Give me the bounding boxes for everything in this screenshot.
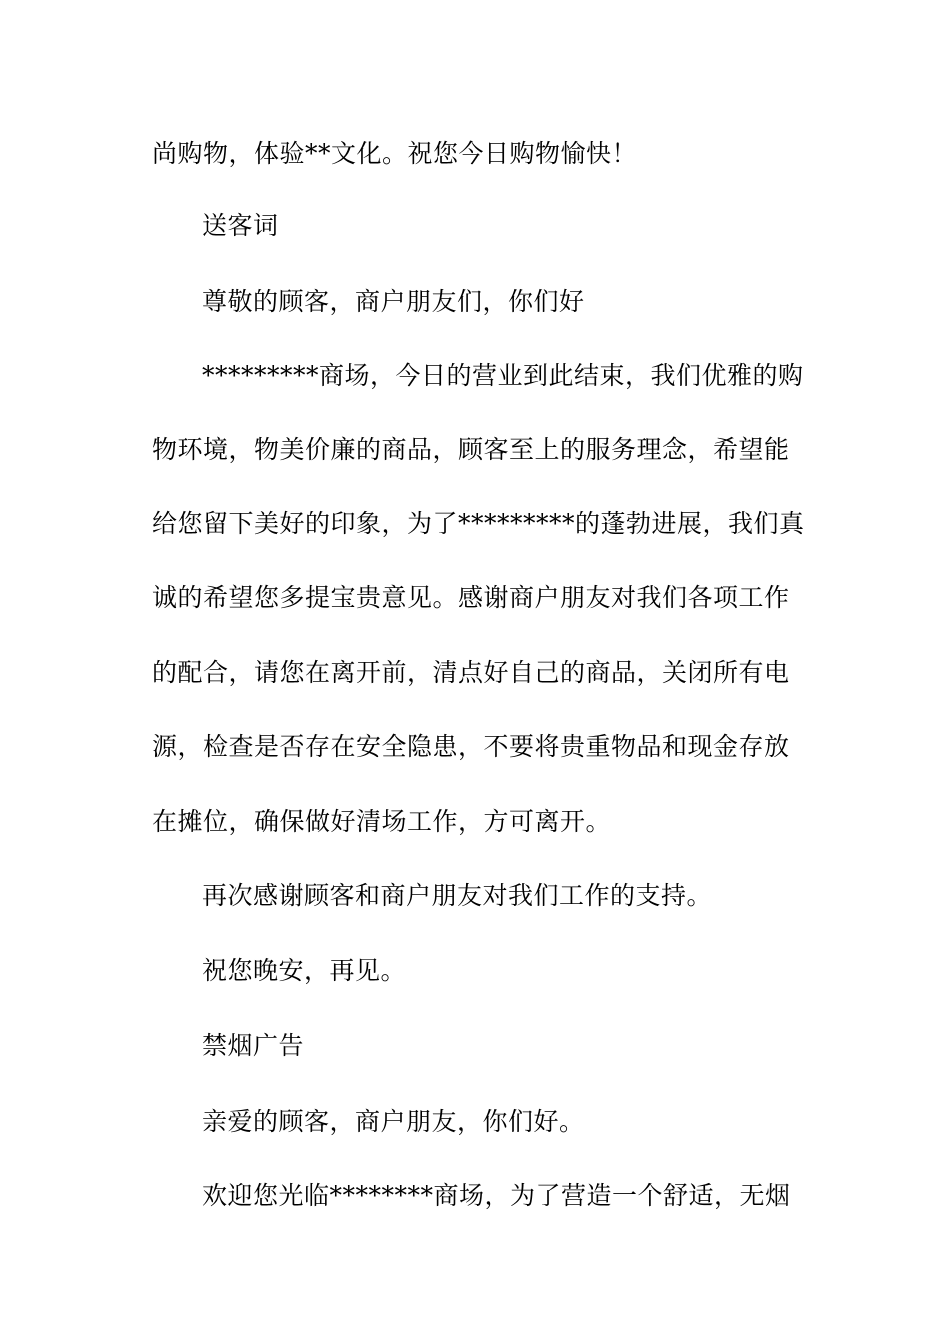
text-line-14: 亲爱的顾客，商户朋友，你们好。 <box>202 1107 585 1136</box>
text-line-6: 给您留下美好的印象，为了*********的蓬勃进展，我们真 <box>152 509 805 538</box>
text-line-1: 尚购物，体验**文化。祝您今日购物愉快！ <box>152 139 638 168</box>
text-line-4: *********商场，今日的营业到此结束，我们优雅的购 <box>202 361 804 390</box>
text-line-10: 在摊位，确保做好清场工作，方可离开。 <box>152 807 612 836</box>
text-line-5: 物环境，物美价廉的商品，顾客至上的服务理念，希望能 <box>152 435 790 464</box>
text-line-9: 源，检查是否存在安全隐患，不要将贵重物品和现金存放 <box>152 732 790 761</box>
section-heading-no-smoking: 禁烟广告 <box>202 1031 305 1060</box>
text-line-greeting: 尊敬的顾客，商户朋友们，你们好 <box>202 287 585 316</box>
text-line-8: 的配合，请您在离开前，清点好自己的商品，关闭所有电 <box>152 658 790 687</box>
text-line-15: 欢迎您光临********商场，为了营造一个舒适，无烟 <box>202 1181 791 1210</box>
section-heading-farewell: 送客词 <box>202 211 279 240</box>
text-line-12: 祝您晚安，再见。 <box>202 956 407 985</box>
text-line-7: 诚的希望您多提宝贵意见。感谢商户朋友对我们各项工作 <box>152 583 790 612</box>
text-line-11: 再次感谢顾客和商户朋友对我们工作的支持。 <box>202 881 713 910</box>
